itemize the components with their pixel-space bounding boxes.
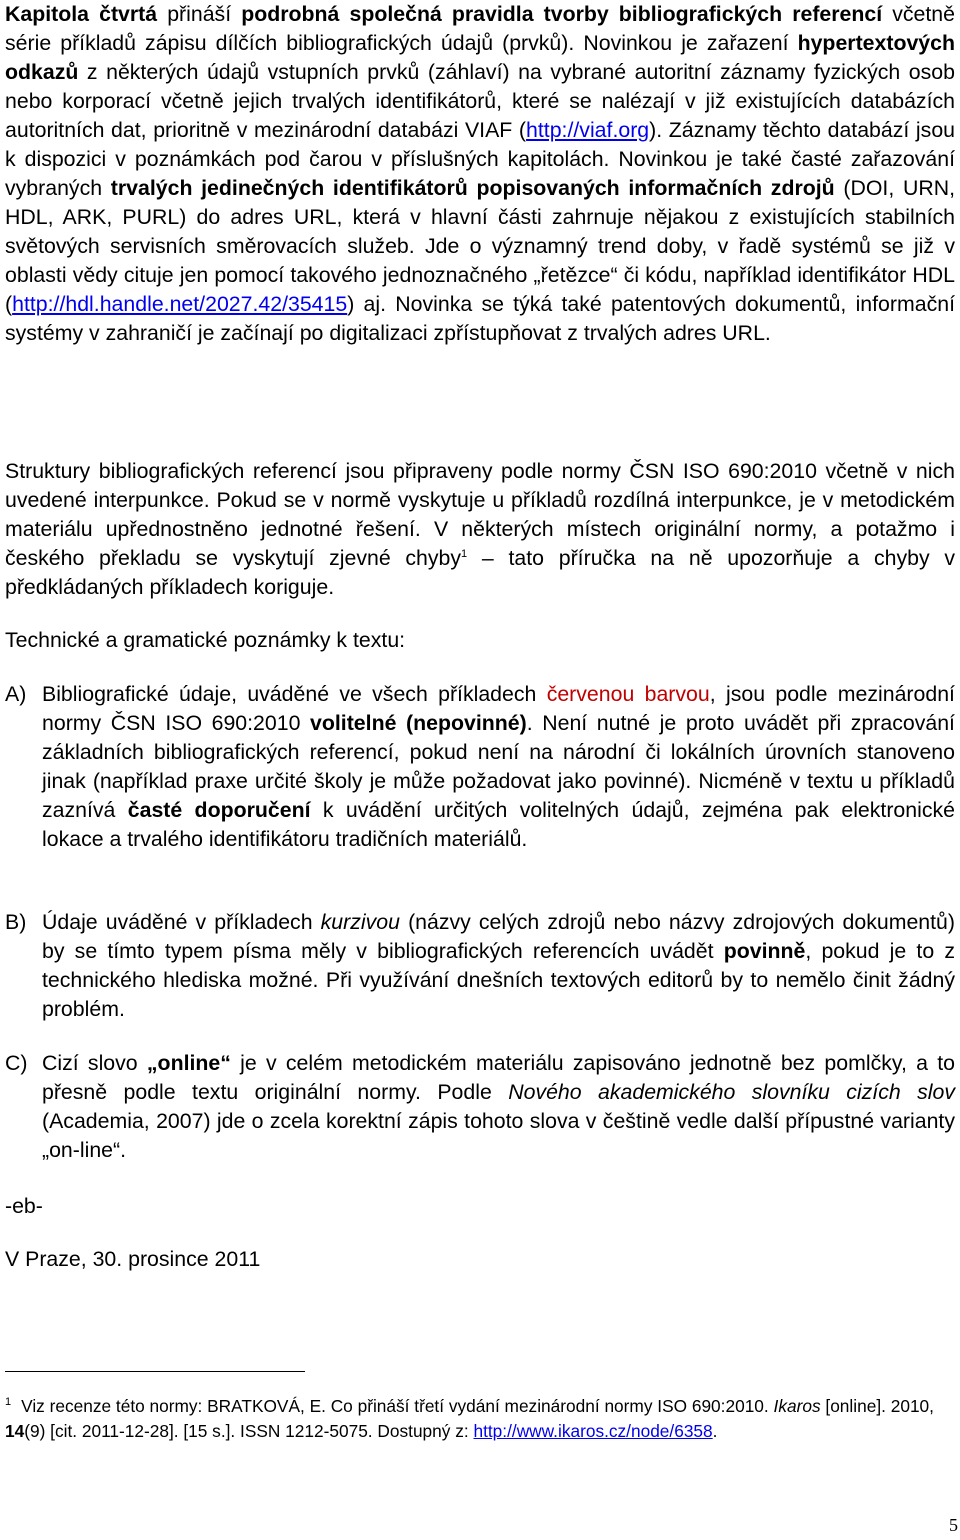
bold-text: volitelné (nepovinné) bbox=[310, 711, 527, 735]
bold-text: Kapitola čtvrtá bbox=[5, 2, 158, 26]
list-item-content bbox=[42, 680, 955, 854]
text-run: Cizí slovo bbox=[42, 1051, 147, 1075]
text-run: (názvy celých zdrojů nebo názvy zdrojových dokumentů) by se tímto typem písma měly v bibliografických referencích uvádět bbox=[42, 910, 955, 963]
viaf-link[interactable]: http://viaf.org bbox=[526, 118, 650, 142]
italic-text: Nového akademického slovníku cizích slov bbox=[508, 1080, 955, 1104]
text-run: Viz recenze této normy: BRATKOVÁ, E. Co přináší třetí vydání mezinárodní normy ISO 690:2010. bbox=[21, 1395, 774, 1416]
text-run: (DOI, URN, HDL, ARK, PURL) do adres URL, která v hlavní části zahrnuje nějakou z existujících stabilních světových servisních směrovacích služeb. Jde o významný trend doby, v řadě systémů se již v oblasti vědy cituje jen pomocí takového jednoznačného „řetězce“ či kódu, například identifikátor HDL ( bbox=[5, 176, 956, 316]
bold-text: hypertextových odkazů bbox=[5, 31, 955, 84]
bold-text: časté doporučení bbox=[127, 798, 311, 822]
bold-text: povinně bbox=[723, 939, 806, 963]
text-run: , jsou podle mezinárodní normy ČSN ISO 690:2010 bbox=[42, 682, 955, 735]
signature: -eb- bbox=[5, 1194, 43, 1218]
list-item-content bbox=[42, 908, 955, 1024]
paragraph-structures bbox=[5, 457, 955, 602]
list-marker: B) bbox=[5, 910, 27, 934]
text-run: – tato příručka na ně upozorňuje a chyby v předkládaných příkladech koriguje. bbox=[5, 546, 955, 599]
text-run: Údaje uváděné v příkladech bbox=[42, 910, 321, 934]
footnote bbox=[5, 1390, 950, 1444]
page-number: 5 bbox=[949, 1515, 958, 1535]
list-item-content bbox=[42, 1049, 955, 1165]
bold-text: „online“ bbox=[146, 1051, 231, 1075]
footnote-number: 1 bbox=[5, 1396, 12, 1408]
section-heading-notes: Technické a gramatické poznámky k textu: bbox=[5, 628, 406, 652]
red-text: červenou barvou bbox=[546, 682, 710, 706]
text-run: z některých údajů vstupních prvků (záhlaví) na vybrané autoritní záznamy fyzických osob nebo korporací včetně jejich trvalých identifikátorů, které se nalézají v již existujících databázích autoritních dat, prioritně v mezinárodní databázi VIAF ( bbox=[5, 60, 955, 142]
text-run: ). Záznamy těchto databází jsou k dispozici v poznámkách pod čarou v příslušných kapitolách. Novinkou je také časté zařazování vybraných bbox=[5, 118, 956, 200]
footnote-separator bbox=[5, 1371, 305, 1372]
footnote-reference[interactable]: 1 bbox=[461, 547, 468, 560]
text-run: včetně série příkladů zápisu dílčích bibliografických údajů (prvků). Novinkou je zařazení bbox=[5, 2, 956, 55]
bold-text: 14 bbox=[5, 1420, 25, 1441]
text-run: . bbox=[712, 1420, 718, 1441]
ikaros-link[interactable]: http://www.ikaros.cz/node/6358 bbox=[473, 1420, 713, 1441]
hdl-link[interactable]: http://hdl.handle.net/2027.42/35415 bbox=[12, 292, 348, 316]
italic-text: Ikaros bbox=[773, 1395, 821, 1416]
text-run: Bibliografické údaje, uváděné ve všech příkladech bbox=[42, 682, 547, 706]
text-run: je v celém metodickém materiálu zapisováno jednotně bez pomlčky, a to přesně podle textu originální normy. Podle bbox=[42, 1051, 955, 1104]
bold-text: trvalých jedinečných identifikátorů popisovaných informačních zdrojů bbox=[110, 176, 835, 200]
text-run: (9) [cit. 2011-12-28]. [15 s.]. ISSN 1212-5075. Dostupný z: bbox=[24, 1420, 474, 1441]
place-date: V Praze, 30. prosince 2011 bbox=[5, 1247, 261, 1271]
text-run: [online]. 2010, bbox=[820, 1395, 934, 1416]
text-run: přináší bbox=[157, 2, 242, 26]
bold-text: podrobná společná pravidla tvorby bibliografických referencí bbox=[241, 2, 883, 26]
list-marker: C) bbox=[5, 1051, 28, 1075]
text-run: . Není nutné je proto uvádět při zpracování základních bibliografických referencí, pokud není na národní či lokálních úrovních stanoveno jinak (například praxe určité školy je může požadovat jako povinné). Nicméně v textu u příkladů zaznívá bbox=[42, 711, 955, 822]
italic-text: kurzivou bbox=[320, 910, 400, 934]
paragraph-chapter-four bbox=[5, 0, 955, 348]
text-run: ) aj. Novinka se týká také patentových dokumentů, informační systémy v zahraničí je začínají po digitalizaci zpřístupňovat z trvalých adres URL. bbox=[5, 292, 955, 345]
list-marker: A) bbox=[5, 682, 27, 706]
text-run: , pokud je to z technického hlediska možné. Při využívání dnešních textových editorů by to nemělo činit žádný problém. bbox=[42, 939, 955, 1021]
text-run: (Academia, 2007) jde o zcela korektní zápis tohoto slova v češtině vedle další přípustné varianty „on-line“. bbox=[42, 1109, 955, 1162]
text-run: k uvádění určitých volitelných údajů, zejména pak elektronické lokace a trvalého identifikátoru tradičních materiálů. bbox=[42, 798, 955, 851]
text-run: Struktury bibliografických referencí jsou připraveny podle normy ČSN ISO 690:2010 včetně v nich uvedené interpunkce. Pokud se v normě vyskytuje u příkladů rozdílná interpunkce, je v metodickém materiálu upřednostněno jednotné řešení. V některých místech originální normy, a potažmo i českého překladu se vyskytují zjevné chyby bbox=[5, 459, 955, 570]
